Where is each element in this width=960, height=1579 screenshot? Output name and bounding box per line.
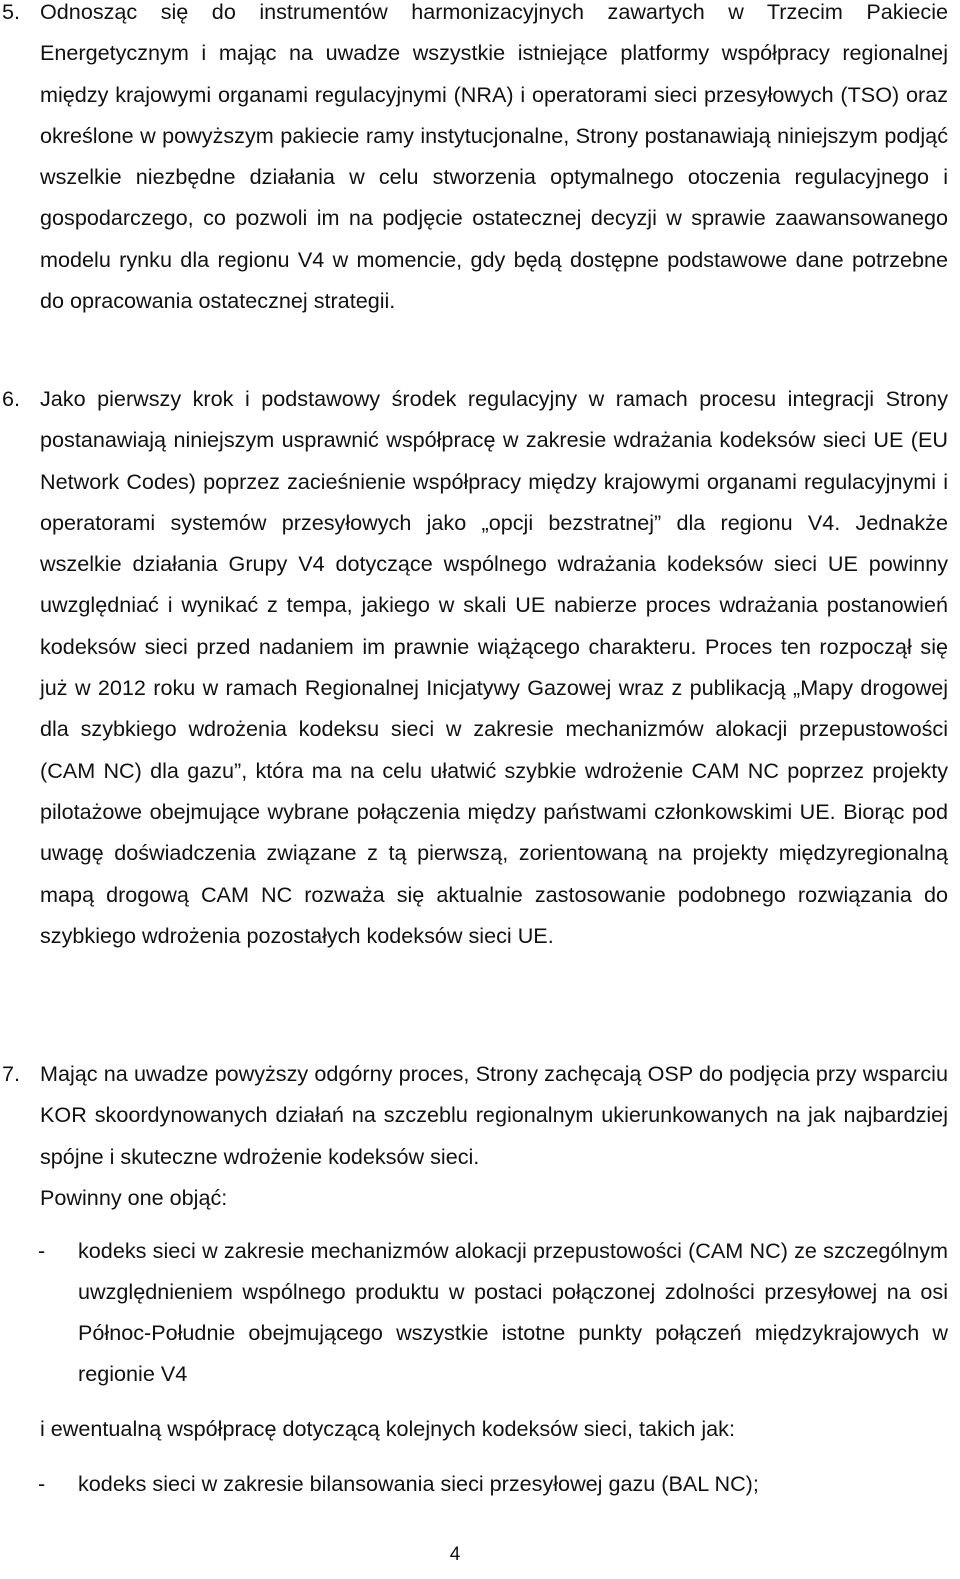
- bullet-dash: -: [38, 1238, 46, 1263]
- item-number: 5.: [2, 0, 21, 24]
- item-number: 7.: [2, 1061, 21, 1086]
- connector-text: i ewentualną współpracę dotyczącą kolejnych kodeksów sieci, takich jak:: [40, 1416, 735, 1441]
- paragraph-text: Odnosząc się do instrumentów harmonizacyjnych zawartych w Trzecim Pakiecie Energetycznym i mając na uwadze wszystkie istniejące platformy współpracy regionalnej między krajowymi organami regulacyjnymi (NRA) i operatorami sieci przesyłowych (TSO) oraz określone w powyższym pakiecie ramy instytucjonalne, Strony postanawiają niniejszym podjąć wszelkie niezbędne działania w celu stworzenia optymalnego otoczenia regulacyjnego i gospodarczego, co pozwoli im na podjęcie ostatecznej decyzji w sprawie zaawansowanego modelu rynku dla regionu V4 w momencie, gdy będą dostępne podstawowe dane potrzebne do opracowania ostatecznej strategii.: [40, 0, 948, 314]
- bullet-item: [38, 1463, 948, 1504]
- paragraph-tail-text: Powinny one objąć:: [40, 1184, 228, 1210]
- paragraph-item-5: [2, 0, 948, 321]
- bullet-dash: -: [38, 1471, 46, 1496]
- page-number: 4: [449, 1544, 461, 1565]
- bullet-text: kodeks sieci w zakresie bilansowania sieci przesyłowej gazu (BAL NC);: [78, 1471, 759, 1496]
- paragraph-item-7: [2, 1053, 948, 1218]
- bullet-item: [38, 1230, 948, 1394]
- bullet-text: kodeks sieci w zakresie mechanizmów alokacji przepustowości (CAM NC) ze szczególnym uwzględnieniem wspólnego produktu w postaci połączonej zdolności przesyłowej na osi Północ-Południe obejmującego wszystkie istotne punkty połączeń międzykrajowych w regionie V4: [78, 1238, 948, 1386]
- paragraph-text: Jako pierwszy krok i podstawowy środek regulacyjny w ramach procesu integracji Strony postanawiają niniejszym usprawnić współpracę w zakresie wdrażania kodeksów sieci UE (EU Network Codes) poprzez zacieśnienie współpracy między krajowymi organami regulacyjnymi i operatorami systemów przesyłowych jako „opcji bezstratnej” dla regionu V4. Jednakże wszelkie działania Grupy V4 dotyczące wspólnego wdrażania kodeksów sieci UE powinny uwzględniać i wynikać z tempa, jakiego w skali UE nabierze proces wdrażania postanowień kodeksów sieci przed nadaniem im prawnie wiążącego charakteru. Proces ten rozpoczął się już w 2012 roku w ramach Regionalnej Inicjatywy Gazowej wraz z publikacją „Mapy drogowej dla szybkiego wdrożenia kodeksu sieci w zakresie mechanizmów alokacji przepustowości (CAM NC) dla gazu”, która ma na celu ułatwić szybkie wdrożenie CAM NC poprzez projekty pilotażowe obejmujące wybrane połączenia między państwami członkowskimi UE. Biorąc pod uwagę doświadczenia związane z tą pierwszą, zorientowaną na projekty międzyregionalną mapą drogową CAM NC rozważa się aktualnie zastosowanie podobnego rozwiązania do szybkiego wdrożenia pozostałych kodeksów sieci UE.: [40, 386, 948, 948]
- paragraph-item-6: [2, 378, 948, 956]
- paragraph-text: Mając na uwadze powyższy odgórny proces, Strony zachęcają OSP do podjęcia przy wsparciu KOR skoordynowanych działań na szczeblu regionalnym ukierunkowanych na jak najbardziej spójne i skuteczne wdrożenie kodeksów sieci.: [40, 1061, 948, 1169]
- item-number: 6.: [2, 386, 21, 411]
